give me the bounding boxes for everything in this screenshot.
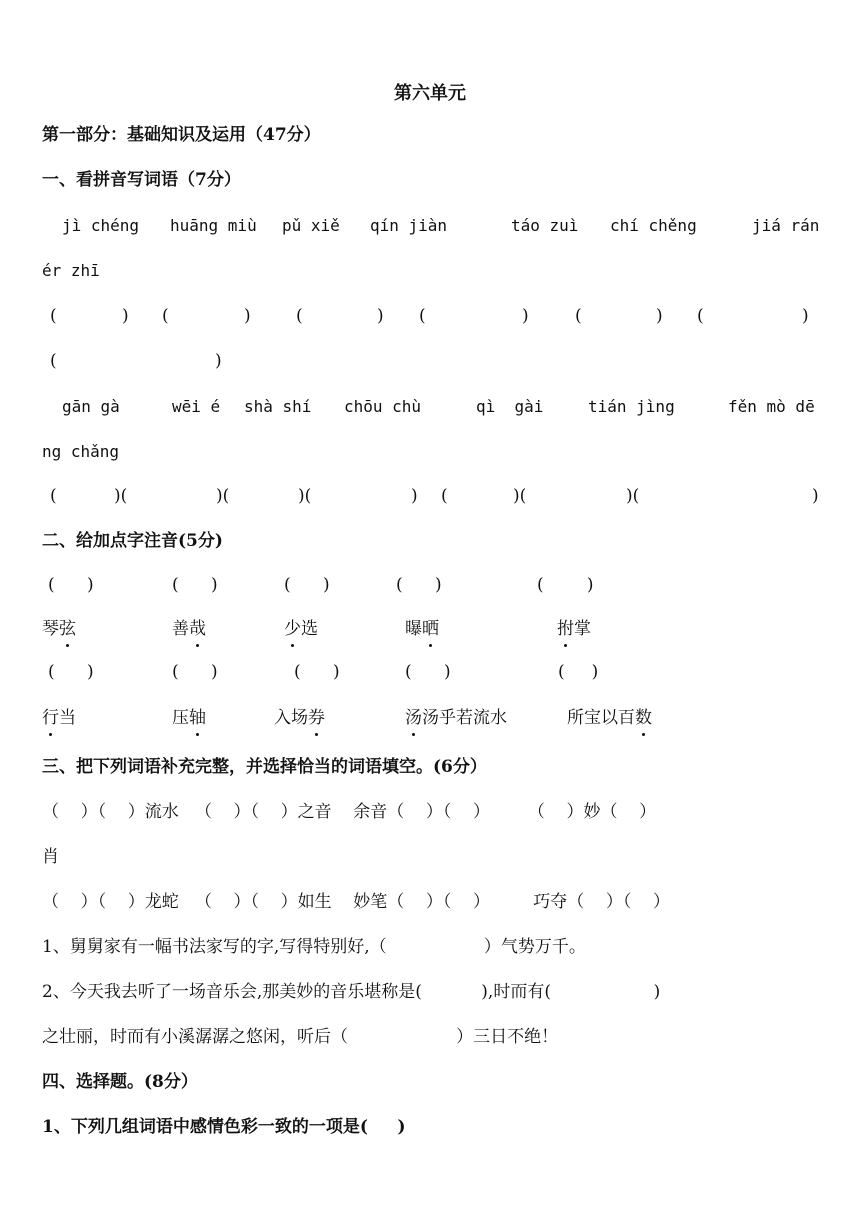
answer-bracket: ) (122, 306, 129, 326)
answer-bracket: ( (419, 306, 426, 326)
dotted-character: 弦 (59, 619, 76, 639)
answer-bracket: ) (215, 351, 222, 371)
dotted-character: 轴 (189, 708, 206, 728)
pinyin-word: qì gài (476, 397, 544, 416)
pinyin-answer-bracket: ( ) (48, 662, 94, 682)
pinyin-word: wēi é (172, 397, 221, 416)
idiom-row-2: （ ）（ ）龙蛇 （ ）（ ）如生 妙笔（ ）（ ） 巧夺（ ）（ ） (42, 892, 670, 912)
answer-bracket: ( (575, 306, 582, 326)
dotted-character: 哉 (189, 619, 206, 639)
answer-bracket: ( (697, 306, 704, 326)
pinyin-word: fěn mò dē (728, 397, 815, 416)
answer-bracket: )( (513, 486, 527, 506)
page-title: 第六单元 (394, 83, 466, 104)
choice-question-1: 1、下列几组词语中感情色彩一致的一项是( ) (42, 1117, 406, 1137)
answer-bracket: ) (812, 486, 819, 506)
pinyin-row-2-wrap: ng chǎng (42, 442, 120, 461)
dotted-word: 拊掌 (557, 619, 591, 639)
pinyin-word: tián jìng (588, 397, 675, 416)
pinyin-word: chōu chù (344, 397, 422, 416)
dotted-word: 行当 (42, 708, 76, 728)
answer-bracket: ( (50, 306, 57, 326)
pinyin-word: jiá rán (752, 216, 820, 235)
answer-bracket: ( (50, 351, 57, 371)
dotted-character: 行 (42, 708, 59, 728)
answer-bracket: ) (656, 306, 663, 326)
dotted-word: 善哉 (172, 619, 206, 639)
answer-bracket: )( (114, 486, 128, 506)
fill-question-1: 1、舅舅家有一幅书法家写的字,写得特别好,（ ）气势万千。 (42, 937, 586, 957)
dotted-word: 压轴 (172, 708, 206, 728)
dotted-character: 拊 (557, 619, 574, 639)
pinyin-word: shà shí (244, 397, 312, 416)
section1-heading: 一、看拼音写词语（7分） (42, 170, 241, 190)
dotted-word: 所宝以百数 (567, 708, 652, 728)
pinyin-answer-bracket: ( ) (294, 662, 340, 682)
fill-question-2: 2、今天我去听了一场音乐会,那美妙的音乐堪称是( ),时而有( ) (42, 982, 661, 1002)
section4-heading: 四、选择题。(8分） (42, 1072, 198, 1092)
pinyin-answer-bracket: ( ) (396, 575, 442, 595)
dotted-word: 少选 (284, 619, 318, 639)
dotted-character: 券 (308, 708, 325, 728)
pinyin-answer-bracket: ( ) (558, 662, 599, 682)
pinyin-answer-bracket: ( ) (537, 575, 594, 595)
pinyin-word: pǔ xiě (282, 216, 340, 235)
dotted-character: 数 (635, 708, 652, 728)
answer-bracket: ) (244, 306, 251, 326)
answer-bracket: ) (411, 486, 418, 506)
dotted-word: 入场券 (274, 708, 325, 728)
pinyin-answer-bracket: ( ) (284, 575, 330, 595)
answer-bracket: ( (50, 486, 57, 506)
idiom-row-1-wrap: 肖 (42, 847, 59, 867)
section2-heading: 二、给加点字注音(5分) (42, 531, 223, 551)
answer-bracket: ) (802, 306, 809, 326)
answer-bracket: ) (522, 306, 529, 326)
pinyin-answer-bracket: ( ) (172, 662, 218, 682)
pinyin-row-1-wrap: ér zhī (42, 261, 100, 280)
dotted-character: 晒 (422, 619, 439, 639)
pinyin-word: táo zuì (511, 216, 579, 235)
answer-bracket: ( (296, 306, 303, 326)
answer-bracket: ( (441, 486, 448, 506)
answer-bracket: ) (377, 306, 384, 326)
answer-bracket: )( (626, 486, 640, 506)
dotted-word: 琴弦 (42, 619, 76, 639)
pinyin-word: chí chěng (610, 216, 697, 235)
dotted-word: 曝晒 (405, 619, 439, 639)
fill-question-2-wrap: 之壮丽，时而有小溪潺潺之悠闲，听后（ ）三日不绝！ (42, 1027, 559, 1047)
dotted-word: 汤汤乎若流水 (405, 708, 507, 728)
section3-heading: 三、把下列词语补充完整，并选择恰当的词语填空。(6分） (42, 757, 487, 777)
answer-bracket: )( (298, 486, 312, 506)
pinyin-answer-bracket: ( ) (405, 662, 451, 682)
answer-bracket: )( (216, 486, 230, 506)
pinyin-word: jì chéng (62, 216, 140, 235)
dotted-character: 汤 (405, 708, 422, 728)
pinyin-word: qín jiàn (370, 216, 448, 235)
pinyin-answer-bracket: ( ) (48, 575, 94, 595)
answer-bracket: ( (162, 306, 169, 326)
dotted-character: 少 (284, 619, 301, 639)
idiom-row-1: （ ）（ ）流水 （ ）（ ）之音 余音（ ）（ ） （ ）妙（ ） (42, 802, 657, 822)
pinyin-word: gān gà (62, 397, 120, 416)
pinyin-answer-bracket: ( ) (172, 575, 218, 595)
part1-heading: 第一部分：基础知识及运用（47分） (42, 125, 321, 145)
pinyin-word: huāng miù (170, 216, 257, 235)
